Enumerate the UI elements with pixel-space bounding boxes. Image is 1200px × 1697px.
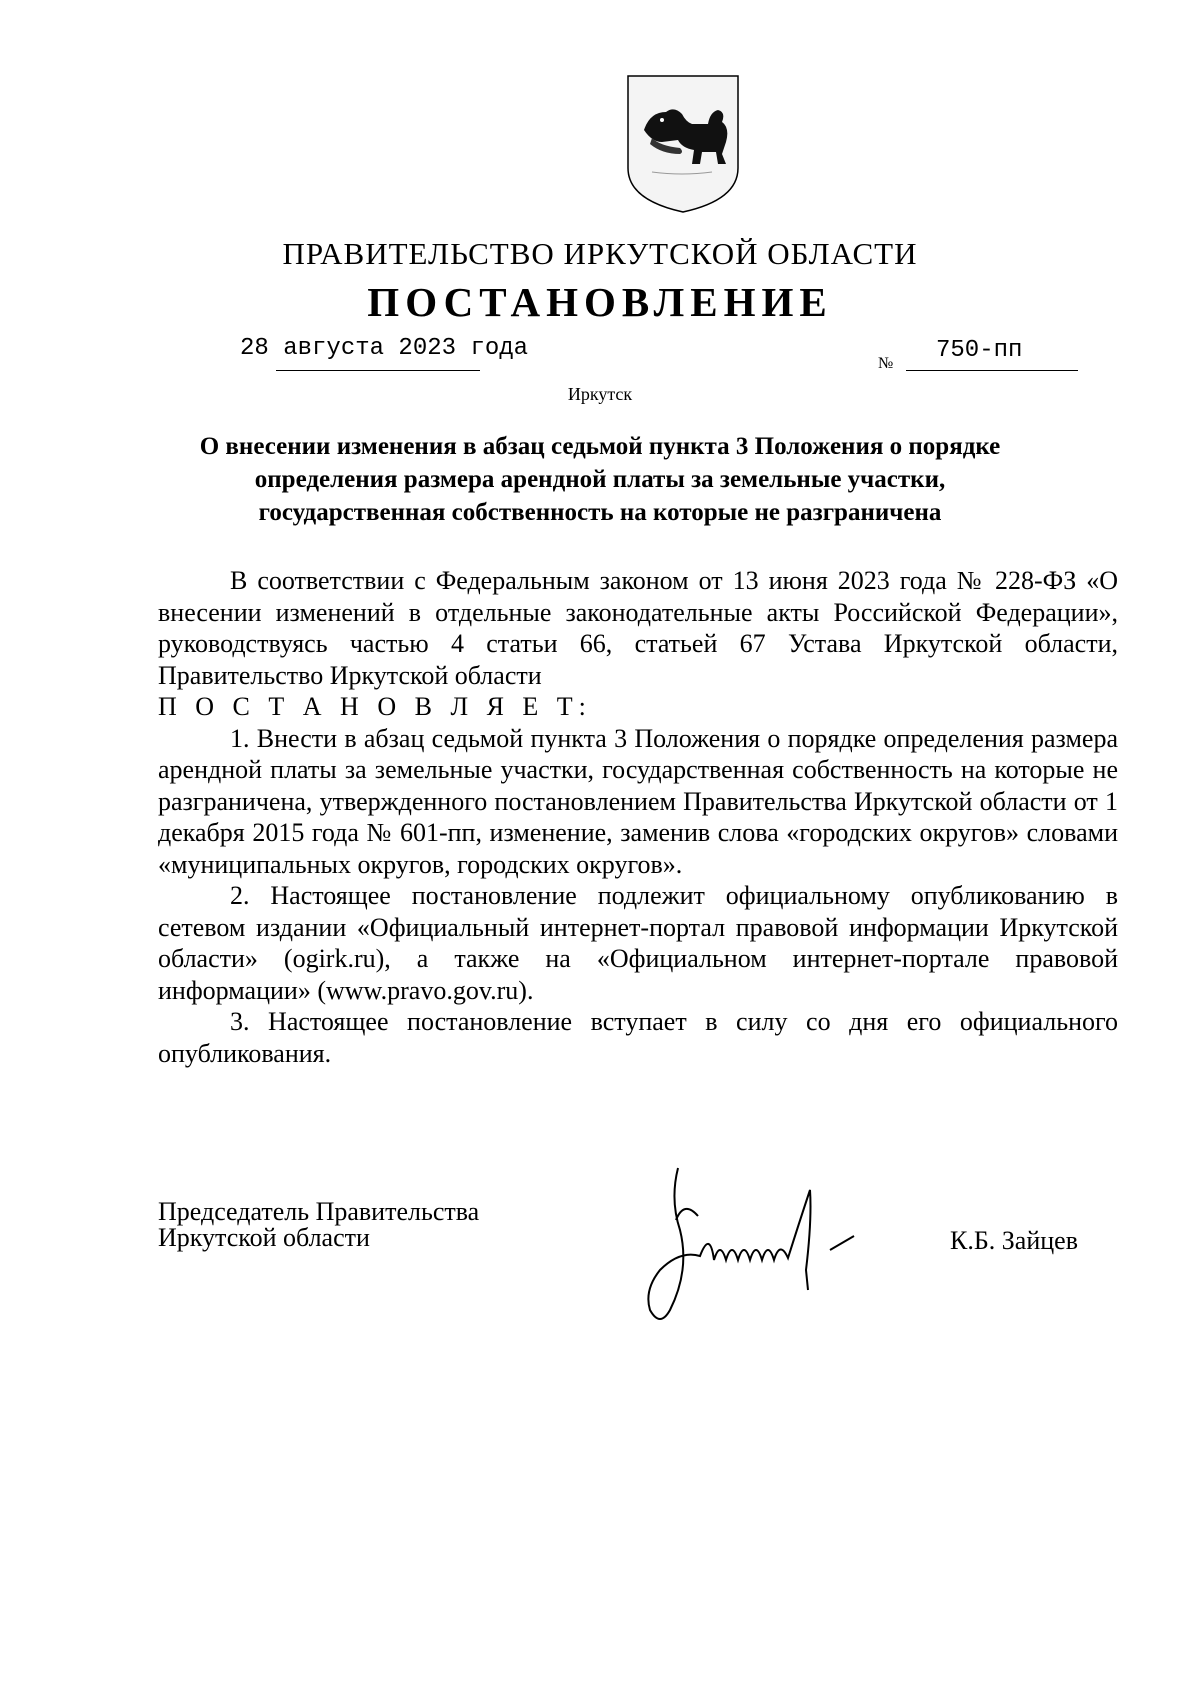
document-title: О внесении изменения в абзац седьмой пункта 3 Положения о порядке определения размера арендной платы за земельные участки, государственная собственность на которые не разграничена bbox=[199, 433, 1001, 526]
item-3-paragraph: 3. Настоящее постановление вступает в силу со дня его официального опубликования. bbox=[158, 1007, 1118, 1068]
coat-of-arms-emblem bbox=[622, 72, 744, 216]
signer-position-line-1: Председатель Правительства bbox=[158, 1197, 480, 1226]
number-underline bbox=[906, 370, 1078, 371]
city-name: Иркутск bbox=[567, 384, 633, 404]
document-number: 750-пп bbox=[936, 337, 1023, 364]
document-date: 28 августа 2023 года bbox=[240, 335, 529, 362]
number-sign: № bbox=[878, 355, 894, 372]
item-1-paragraph: 1. Внести в абзац седьмой пункта 3 Положения о порядке определения размера арендной платы за земельные участки, государственная собственность на которые не разграничена, утвержденного постановлением Правительства Иркутской области от 1 декабря 2015 года № 601-пп, изменение, заменив слова «городских округов» словами «муниципальных округов, городских округов». bbox=[158, 723, 1118, 879]
signer-position bbox=[158, 1199, 479, 1251]
handwritten-signature bbox=[640, 1160, 920, 1330]
document-type: ПОСТАНОВЛЕНИЕ bbox=[367, 279, 833, 325]
organization-name: ПРАВИТЕЛЬСТВО ИРКУТСКОЙ ОБЛАСТИ bbox=[282, 236, 918, 271]
document-body bbox=[158, 565, 1118, 1069]
decree-word: П О С Т А Н О В Л Я Е Т: bbox=[158, 692, 592, 721]
signer-position-line-2: Иркутской области bbox=[158, 1223, 370, 1252]
signer-name: К.Б. Зайцев bbox=[950, 1226, 1078, 1255]
date-underline bbox=[276, 370, 480, 371]
item-2-paragraph: 2. Настоящее постановление подлежит официальному опубликованию в сетевом издании «Официальный интернет-портал правовой информации Иркутской области» (ogirk.ru), а также на «Официальном интернет-портале правовой информации» (www.pravo.gov.ru). bbox=[158, 881, 1118, 1005]
preamble-paragraph: В соответствии с Федеральным законом от 13 июня 2023 года № 228-ФЗ «О внесении изменений в отдельные законодательные акты Российской Федерации», руководствуясь частью 4 статьи 66, статьей 67 Устава Иркутской области, Правительство Иркутской области bbox=[158, 566, 1118, 690]
